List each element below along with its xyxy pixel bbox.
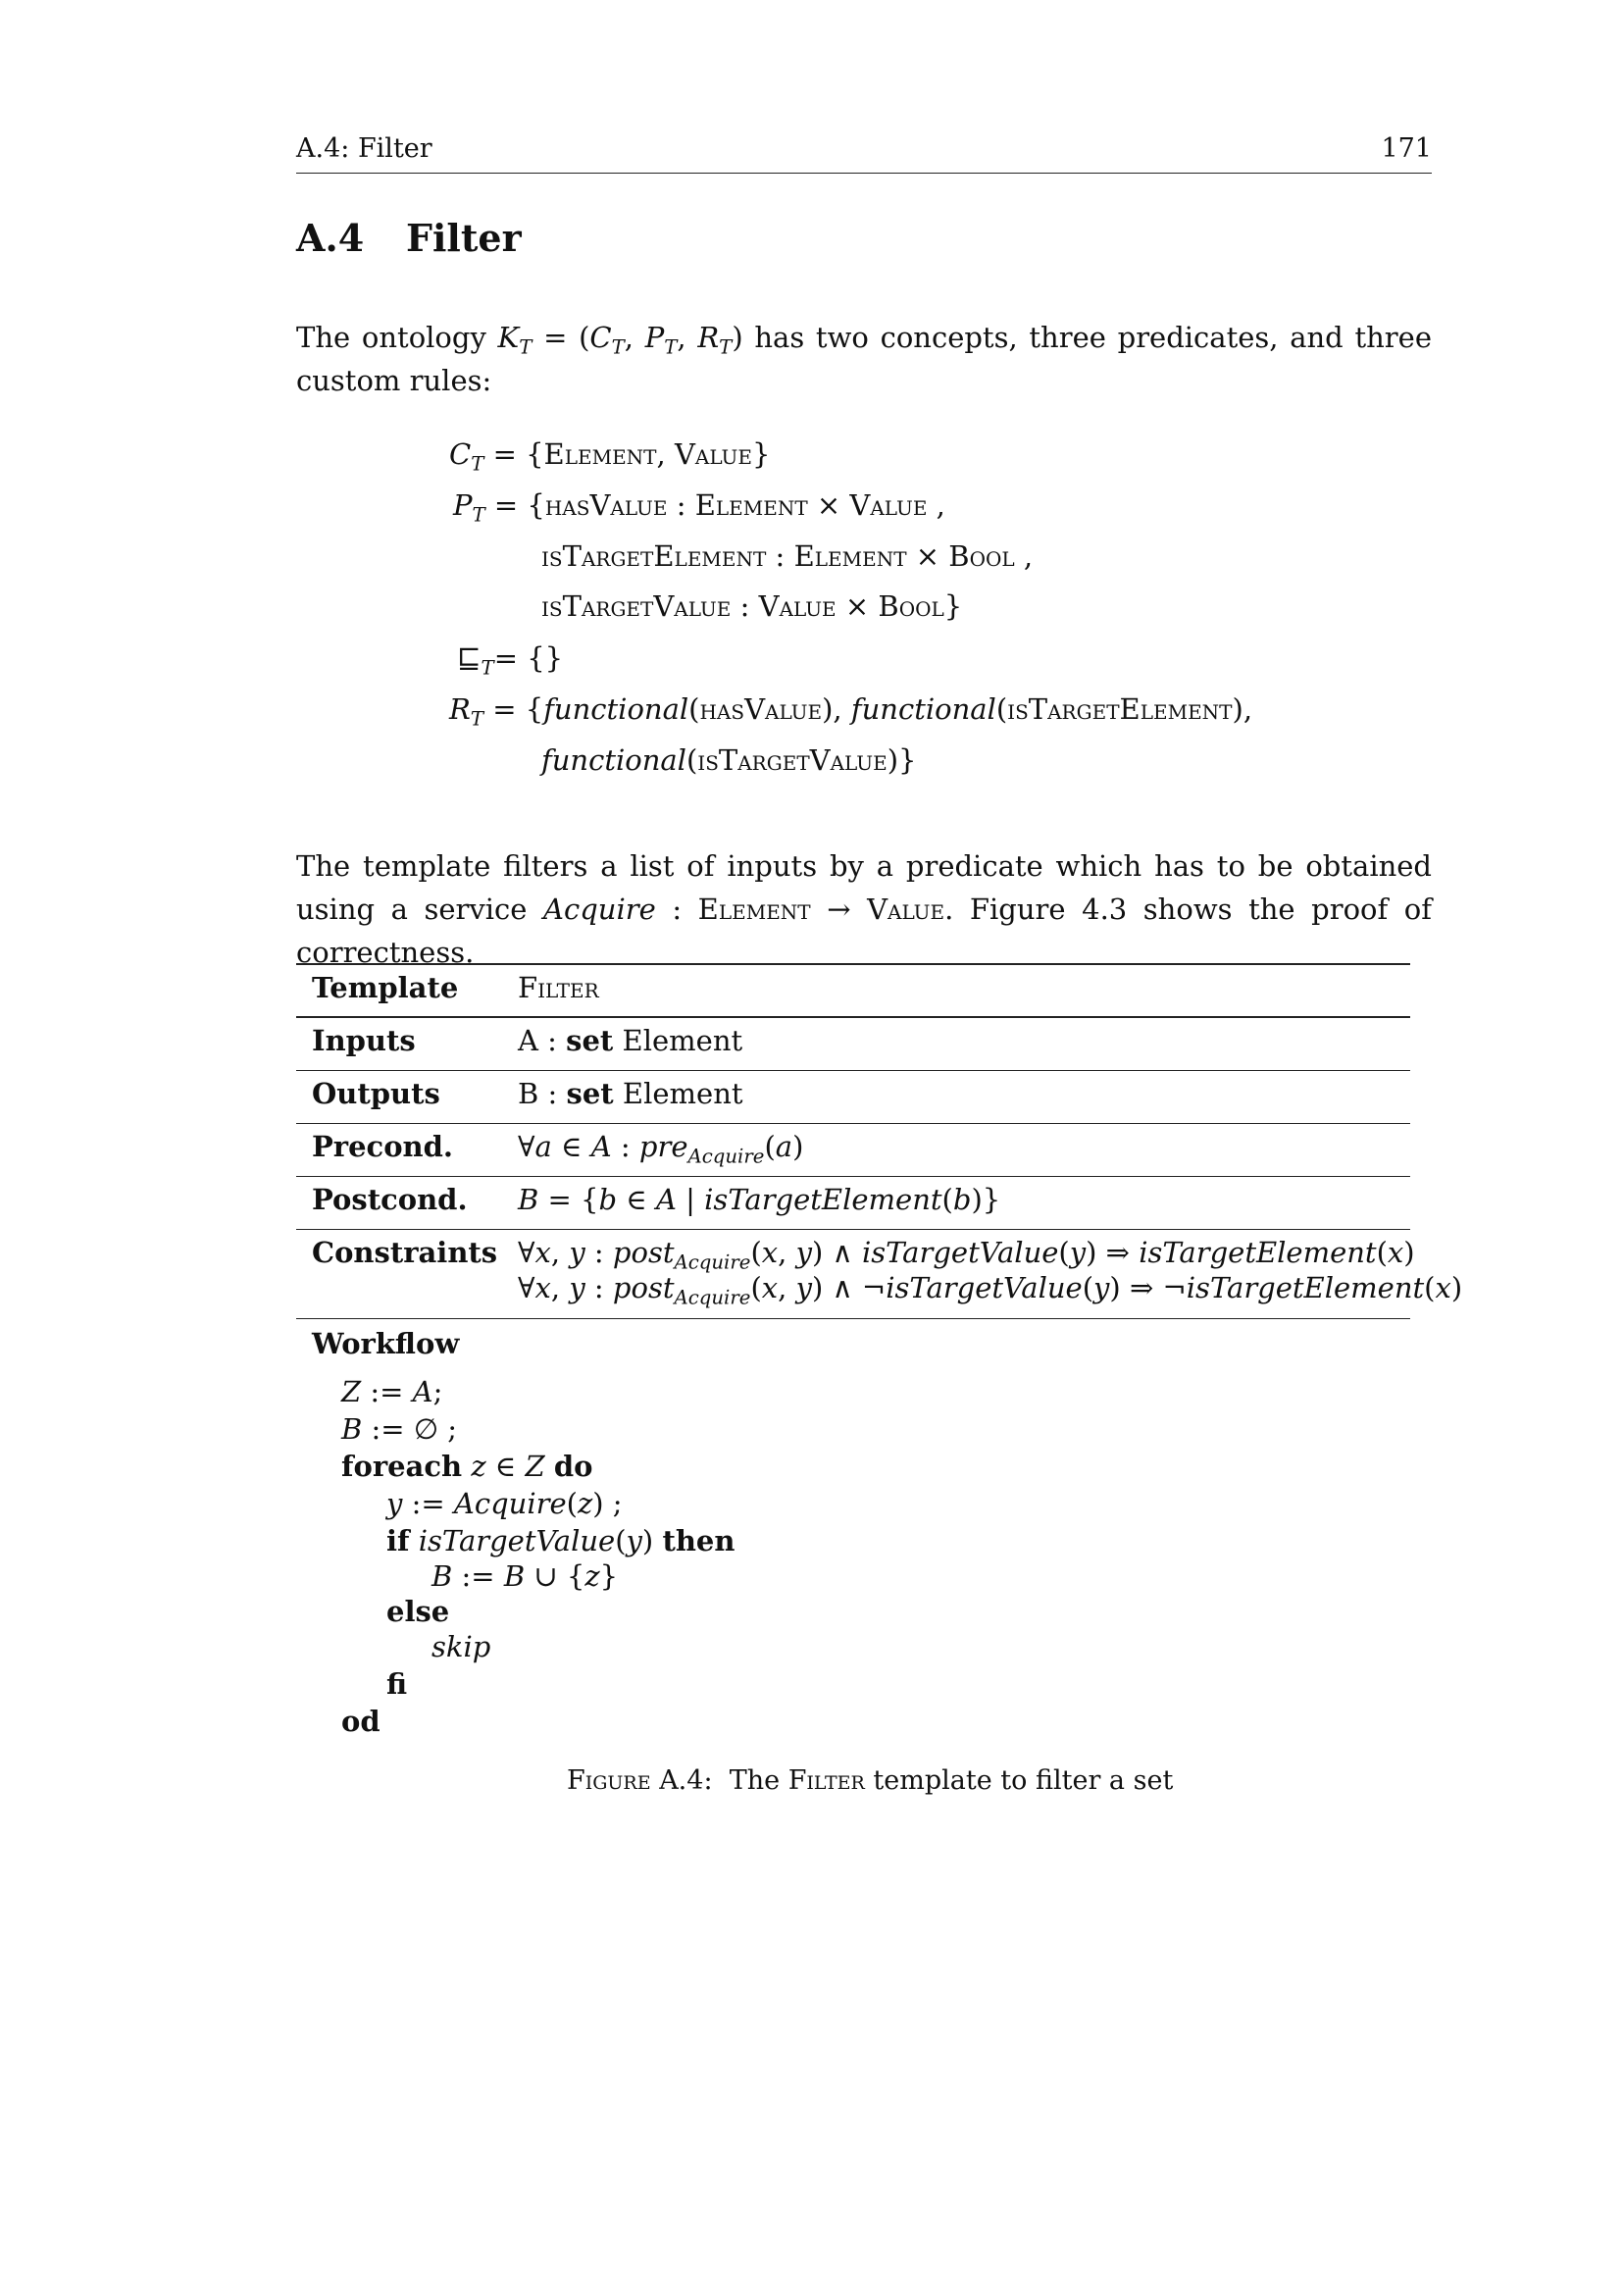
inputs-label: Inputs — [312, 1024, 416, 1057]
page-number: 171 — [1381, 133, 1432, 164]
equation-concepts: $C_T$ = {Element, Value} — [449, 437, 771, 476]
template-table — [296, 963, 1463, 1370]
constraint-2: ∀x, y : post$_{Acquire}$(x, y) ∧ ¬isTargetValue(y) ⇒ ¬isTargetElement(x) — [518, 1271, 1463, 1309]
equation-predicates-2: isTargetElement : Element × Bool , — [541, 539, 1034, 573]
section-number: A.4 — [296, 216, 365, 260]
table-row — [296, 1124, 1410, 1177]
workflow-line: else — [386, 1595, 450, 1628]
precond-label: Precond. — [312, 1130, 453, 1163]
section-title: Filter — [406, 216, 522, 260]
outputs-label: Outputs — [312, 1077, 440, 1110]
workflow-line: B := B ∪ {z} — [431, 1559, 619, 1593]
workflow-line: fi — [386, 1667, 408, 1701]
outputs-value: B : set Element — [518, 1077, 743, 1110]
section-heading — [296, 216, 522, 260]
equation-predicates-1: $P_T$ = {hasValue : Element × Value , — [453, 488, 945, 527]
workflow-label: Workflow — [312, 1327, 460, 1360]
workflow-line: skip — [431, 1630, 491, 1663]
intro-paragraph: The ontology $K_T = (C_T$, $P_T$, $R_T$) has two concepts, three predicates, and three custom rules: — [296, 321, 1432, 397]
workflow-line: foreach z ∈ Z do — [341, 1450, 593, 1483]
figure-caption — [567, 1765, 1173, 1796]
equation-rules-1: $R_T$ = {functional(hasValue), functional(isTargetElement), — [449, 692, 1253, 731]
workflow-line: if isTargetValue(y) then — [386, 1524, 735, 1557]
workflow-line: Z := A; — [341, 1375, 443, 1408]
template-label: Template — [312, 971, 459, 1004]
constraint-1: ∀x, y : post$_{Acquire}$(x, y) ∧ isTargetValue(y) ⇒ isTargetElement(x) — [518, 1236, 1415, 1274]
workflow-line: y := Acquire(z) ; — [386, 1487, 623, 1520]
postcond-label: Postcond. — [312, 1183, 468, 1216]
equation-subsumption: $⊑_T=$ {} — [457, 641, 564, 680]
caption-text: The Filter template to filter a set — [729, 1765, 1174, 1796]
description-paragraph: The template filters a list of inputs by a predicate which has to be obtained using a service Acquire : Element → Value. Figure 4.3 shows the proof of correctness. — [296, 849, 1432, 969]
workflow-row — [296, 1319, 1410, 1370]
equation-predicates-3: isTargetValue : Value × Bool} — [541, 589, 963, 623]
template-name: Filter — [518, 971, 599, 1004]
workflow-line: B := ∅ ; — [341, 1412, 458, 1446]
workflow-line: od — [341, 1705, 380, 1738]
postcond-value: B = {b ∈ A | isTargetElement(b)} — [518, 1183, 1001, 1216]
precond-value: ∀a ∈ A : pre$_{Acquire}$(a) — [518, 1130, 804, 1168]
running-header-title: A.4: Filter — [296, 133, 432, 164]
table-row — [296, 963, 1410, 1018]
table-row — [296, 1071, 1410, 1124]
caption-label: Figure A.4: — [567, 1765, 713, 1796]
inputs-value: A : set Element — [518, 1024, 743, 1057]
equation-rules-2: functional(isTargetValue)} — [541, 743, 917, 777]
table-row — [296, 1230, 1463, 1319]
running-header — [296, 133, 1432, 174]
table-row — [296, 1177, 1410, 1230]
constraints-label: Constraints — [312, 1236, 498, 1269]
table-row — [296, 1018, 1410, 1071]
